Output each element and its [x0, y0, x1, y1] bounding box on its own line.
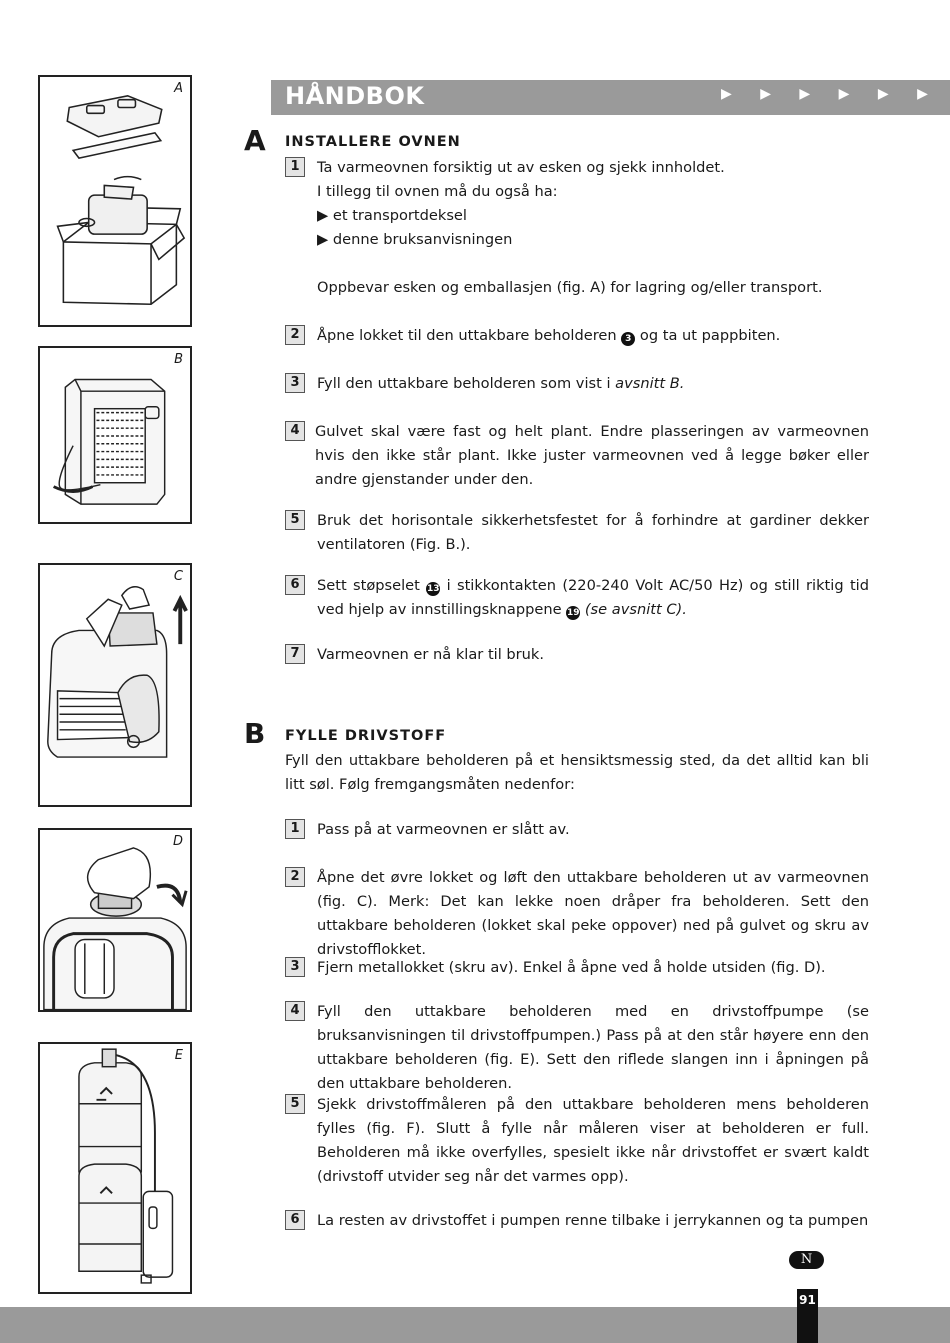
step-a1-bullet: ▶ et transportdeksel: [317, 207, 467, 224]
step-a2-post: og ta ut pappbiten.: [635, 327, 781, 344]
step-a6-ref: (se avsnitt C).: [580, 601, 687, 618]
illustration-unpacking-box: [40, 77, 190, 325]
step-a6-pre: Sett støpselet: [317, 577, 427, 594]
step-a1-line: Ta varmeovnen forsiktig ut av esken og sjekk innholdet.: [317, 159, 725, 176]
step-b2-number: 2: [285, 867, 305, 887]
step-a1-line: Oppbevar esken og emballasjen (fig. A) for lagring og/eller transport.: [317, 279, 823, 296]
figure-e: [38, 1042, 192, 1294]
part-number-badge: 19: [566, 608, 580, 618]
manual-title: HÅNDBOK: [285, 82, 425, 110]
step-a6-text: [317, 574, 869, 622]
section-b-title: FYLLE DRIVSTOFF: [285, 728, 447, 744]
figure-a-label: A: [174, 81, 183, 96]
step-a1-number: 1: [285, 157, 305, 177]
step-a6-mid: i stikkontakten (220-240 Volt AC/50 Hz) og still riktig tid ved hjelp av innstillingsknappene: [317, 577, 869, 618]
language-badge: N: [789, 1251, 824, 1269]
section-b-letter: B: [244, 717, 266, 750]
step-a1-text: [317, 156, 869, 300]
spacer: [317, 252, 869, 276]
figure-a: [38, 75, 192, 327]
step-a2-pre: Åpne lokket til den uttakbare beholderen: [317, 327, 622, 344]
page-number: 91: [797, 1289, 818, 1343]
step-a5-text: Bruk det horisontale sikkerhetsfestet for å forhindre at gardiner dekker ventilatoren (Fig. B.).: [317, 512, 869, 553]
section-a-title: INSTALLERE OVNEN: [285, 134, 461, 150]
step-a4-number: 4: [285, 421, 305, 441]
step-a2-text: [317, 324, 869, 348]
step-a3-text: [317, 372, 869, 396]
step-b5-text: Sjekk drivstoffmåleren på den uttakbare beholderen mens beholderen fylles (fig. F). Slutt å fylle når måleren viser at beholderen er full. Beholderen må ikke overfylles, spesielt ikke når drivstoffet er svært kaldt (drivstoff utvider seg når det varmes opp).: [317, 1096, 869, 1185]
step-b1-number: 1: [285, 819, 305, 839]
step-a7-text: Varmeovnen er nå klar til bruk.: [317, 646, 545, 663]
illustration-heater-rear: [40, 348, 190, 522]
illustration-lift-tank: [40, 565, 190, 805]
step-b2-text: Åpne det øvre lokket og løft den uttakbare beholderen ut av varmeovnen (fig. C). Merk: Det kan lekke noen dråper fra beholderen. Sett den uttakbare beholderen (lokket skal peke oppover) ned på gulvet og skru av drivstofflokket.: [317, 869, 869, 958]
figure-b: [38, 346, 192, 524]
step-a1-bullet: ▶ denne bruksanvisningen: [317, 231, 513, 248]
step-a3-ref: avsnitt B.: [615, 375, 685, 392]
step-b4-text: Fyll den uttakbare beholderen med en drivstoffpumpe (se bruksanvisningen til drivstoffpumpen.) Pass på at den står høyere enn den uttakbare beholderen (fig. E). Sett den riflede slangen inn i åpningen på den uttakbare beholderen.: [317, 1003, 869, 1092]
step-b3-number: 3: [285, 957, 305, 977]
step-b1-text: Pass på at varmeovnen er slått av.: [317, 821, 570, 838]
figure-d: [38, 828, 192, 1012]
step-a6-number: 6: [285, 575, 305, 595]
figure-c: [38, 563, 192, 807]
step-b3-text: Fjern metallokket (skru av). Enkel å åpne ved å holde utsiden (fig. D).: [317, 959, 826, 976]
step-a1-line: I tillegg til ovnen må du også ha:: [317, 183, 558, 200]
step-a7-number: 7: [285, 644, 305, 664]
figure-e-label: E: [174, 1048, 183, 1063]
manual-header-bar: [271, 80, 950, 115]
step-a3-number: 3: [285, 373, 305, 393]
step-b4-number: 4: [285, 1001, 305, 1021]
step-a4-text: Gulvet skal være fast og helt plant. Endre plasseringen av varmeovnen hvis den ikke står plant. Ikke juster varmeovnen ved å legge bøker eller andre gjenstander under den.: [315, 423, 869, 488]
step-b6-number: 6: [285, 1210, 305, 1230]
figure-b-label: B: [174, 352, 183, 367]
step-a3-pre: Fyll den uttakbare beholderen som vist i: [317, 375, 616, 392]
section-b-intro: Fyll den uttakbare beholderen på et hensiktsmessig sted, da det alltid kan bli litt søl. Følg fremgangsmåten nedenfor:: [285, 752, 869, 793]
illustration-unscrew-cap: [40, 830, 190, 1010]
illustration-pump-fill: [40, 1044, 190, 1292]
step-a5-number: 5: [285, 510, 305, 530]
step-b5-number: 5: [285, 1094, 305, 1114]
arrow-icons: ▶ ▶ ▶ ▶ ▶ ▶: [721, 86, 940, 102]
step-b6-text: La resten av drivstoffet i pumpen renne tilbake i jerrykannen og ta pumpen: [317, 1212, 869, 1229]
part-number-badge: 13: [426, 584, 440, 594]
section-a-letter: A: [244, 124, 266, 157]
figure-c-label: C: [173, 569, 183, 584]
step-a2-number: 2: [285, 325, 305, 345]
figure-d-label: D: [172, 834, 183, 849]
part-number-badge: 3: [621, 332, 635, 346]
